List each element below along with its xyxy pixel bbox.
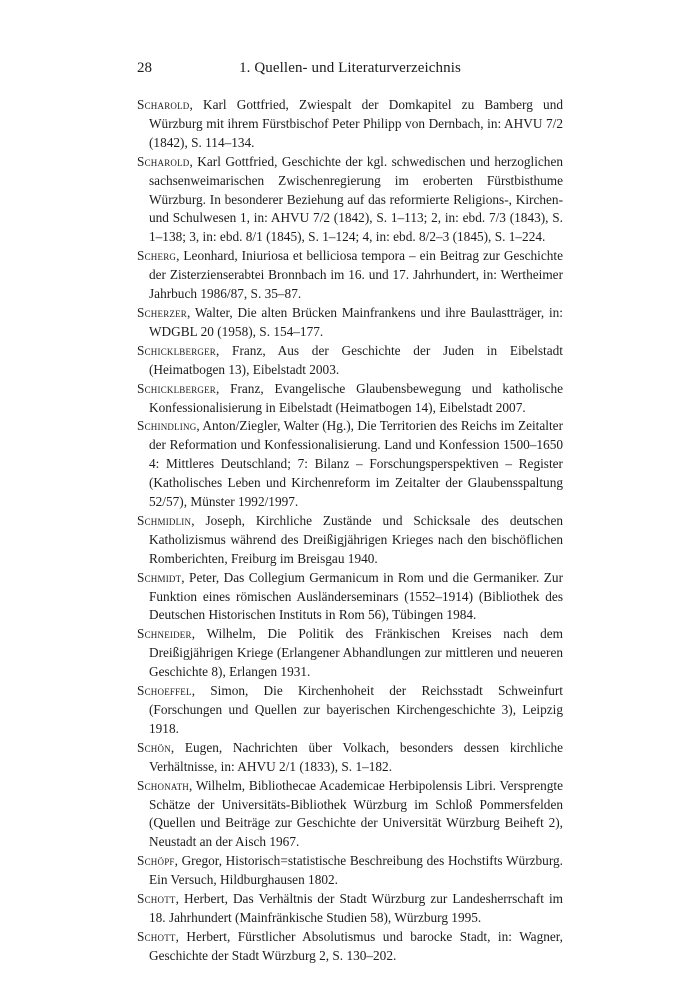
bibliography-entry: [137, 96, 563, 153]
page-header: [137, 60, 563, 80]
entry-author: Schott: [137, 928, 176, 944]
entry-text: , Anton/Ziegler, Walter (Hg.), Die Territorien des Reichs im Zeitalter der Reformation und Konfessionalisierung. Land und Konfession 1500–1650 4: Mittleres Deutschland; 7: Bilanz – Forschungsperspektiven – Register (Katholisches Leben und Kirchenreform im Zeitalter der Glaubensspaltung 52/57), Münster 1992/1997.: [149, 418, 563, 510]
entry-text: , Gregor, Historisch=statistische Beschreibung des Hochstifts Würzburg. Ein Versuch, Hildburghausen 1802.: [149, 853, 563, 888]
entry-text: , Karl Gottfried, Zwiespalt der Domkapitel zu Bamberg und Würzburg mit ihrem Fürstbischof Peter Philipp von Dernbach, in: AHVU 7/2 (1842), S. 114–134.: [149, 97, 563, 150]
entry-author: Schott: [137, 891, 176, 907]
bibliography-entry: [137, 512, 563, 569]
entry-author: Scherzer: [137, 304, 187, 320]
bibliography-entry: [137, 380, 563, 418]
entry-text: , Wilhelm, Die Politik des Fränkischen Kreises nach dem Dreißigjährigen Kriege (Erlangener Abhandlungen zur mittleren und neueren Geschichte 8), Erlangen 1931.: [149, 626, 563, 680]
entry-text: , Walter, Die alten Brücken Mainfrankens und ihre Baulastträger, in: WDGBL 20 (1958), S. 154–177.: [149, 304, 563, 339]
entry-author: Schindling: [137, 418, 197, 434]
entry-text: , Leonhard, Iniuriosa et belliciosa tempora – ein Beitrag zur Geschichte der Zisterzienserabtei Bronnbach im 16. und 17. Jahrhundert, in: Wertheimer Jahrbuch 1986/87, S. 35–87.: [149, 248, 563, 302]
entry-author: Schicklberger: [137, 380, 216, 396]
entry-text: , Karl Gottfried, Geschichte der kgl. schwedischen und herzoglichen sachsenweimarischen Zwischenregierung im eroberten Fürstbisthume Würzburg. In besonderer Beziehung auf das reformierte Religions-, Kirchen- und Schulwesen 1, in: AHVU 7/2 (1842), S. 1–113; 2, in: ebd. 7/3 (1843), S. 1–138; 3, in: ebd. 8/1 (1845), S. 1–124; 4, in: ebd. 8/2–3 (1845), S. 1–224.: [149, 153, 563, 245]
bibliography-entry: [137, 153, 563, 248]
entry-text: , Simon, Die Kirchenhoheit der Reichsstadt Schweinfurt (Forschungen und Quellen zur bayerischen Kirchengeschichte 3), Leipzig 1918.: [149, 683, 563, 736]
bibliography-entry: [137, 852, 563, 890]
entry-author: Scherg: [137, 248, 177, 264]
bibliography-entry: [137, 928, 563, 966]
bibliography-entry: [137, 682, 563, 739]
bibliography-entry: [137, 625, 563, 682]
entry-author: Schoeffel: [137, 683, 192, 699]
bibliography-list: [137, 96, 563, 966]
entry-text: , Herbert, Das Verhältnis der Stadt Würzburg zur Landesherrschaft im 18. Jahrhundert (Mainfränkische Studien 58), Würzburg 1995.: [149, 891, 563, 925]
entry-text: , Peter, Das Collegium Germanicum in Rom und die Germaniker. Zur Funktion eines römischen Ausländerseminars (1552–1914) (Bibliothek des Deutschen Historischen Instituts in Rom 56), Tübingen 1984.: [149, 569, 563, 623]
entry-text: , Wilhelm, Bibliothecae Academicae Herbipolensis Libri. Versprengte Schätze der Universitäts-Bibliothek Würzburg im Schloß Pommersfelden (Quellen und Beiträge zur Geschichte der Universität Würzburg Beiheft 2), Neustadt an der Aisch 1967.: [149, 777, 563, 850]
entry-text: , Franz, Evangelische Glaubensbewegung und katholische Konfessionalisierung in Eibelstadt (Heimatbogen 14), Eibelstadt 2007.: [149, 380, 563, 415]
entry-author: Schöpf: [137, 853, 175, 869]
entry-author: Schicklberger: [137, 342, 216, 358]
entry-author: Schneider: [137, 626, 192, 642]
bibliography-entry: [137, 247, 563, 304]
bibliography-entry: [137, 342, 563, 380]
entry-author: Schonath: [137, 777, 189, 793]
entry-author: Scharold: [137, 97, 190, 112]
bibliography-entry: [137, 417, 563, 512]
bibliography-entry: [137, 777, 563, 853]
bibliography-entry: [137, 569, 563, 626]
page-number: 28: [137, 60, 152, 76]
running-title: 1. Quellen- und Literaturverzeichnis: [239, 60, 461, 76]
entry-author: Schmidlin: [137, 512, 192, 528]
entry-text: , Eugen, Nachrichten über Volkach, besonders dessen kirchliche Verhältnisse, in: AHVU 2/1 (1833), S. 1–182.: [149, 739, 563, 774]
entry-author: Schmidt: [137, 569, 182, 585]
bibliography-entry: [137, 890, 563, 928]
entry-author: Schön: [137, 739, 171, 755]
bibliography-entry: [137, 304, 563, 342]
bibliography-entry: [137, 739, 563, 777]
entry-text: , Herbert, Fürstlicher Absolutismus und barocke Stadt, in: Wagner, Geschichte der Stadt Würzburg 2, S. 130–202.: [149, 928, 563, 963]
entry-text: , Joseph, Kirchliche Zustände und Schicksale des deutschen Katholizismus während des Dreißigjährigen Krieges nach den bischöflichen Romberichten, Freiburg im Breisgau 1940.: [149, 512, 563, 566]
entry-author: Scharold: [137, 153, 190, 169]
entry-text: , Franz, Aus der Geschichte der Juden in Eibelstadt (Heimatbogen 13), Eibelstadt 2003.: [149, 342, 563, 377]
